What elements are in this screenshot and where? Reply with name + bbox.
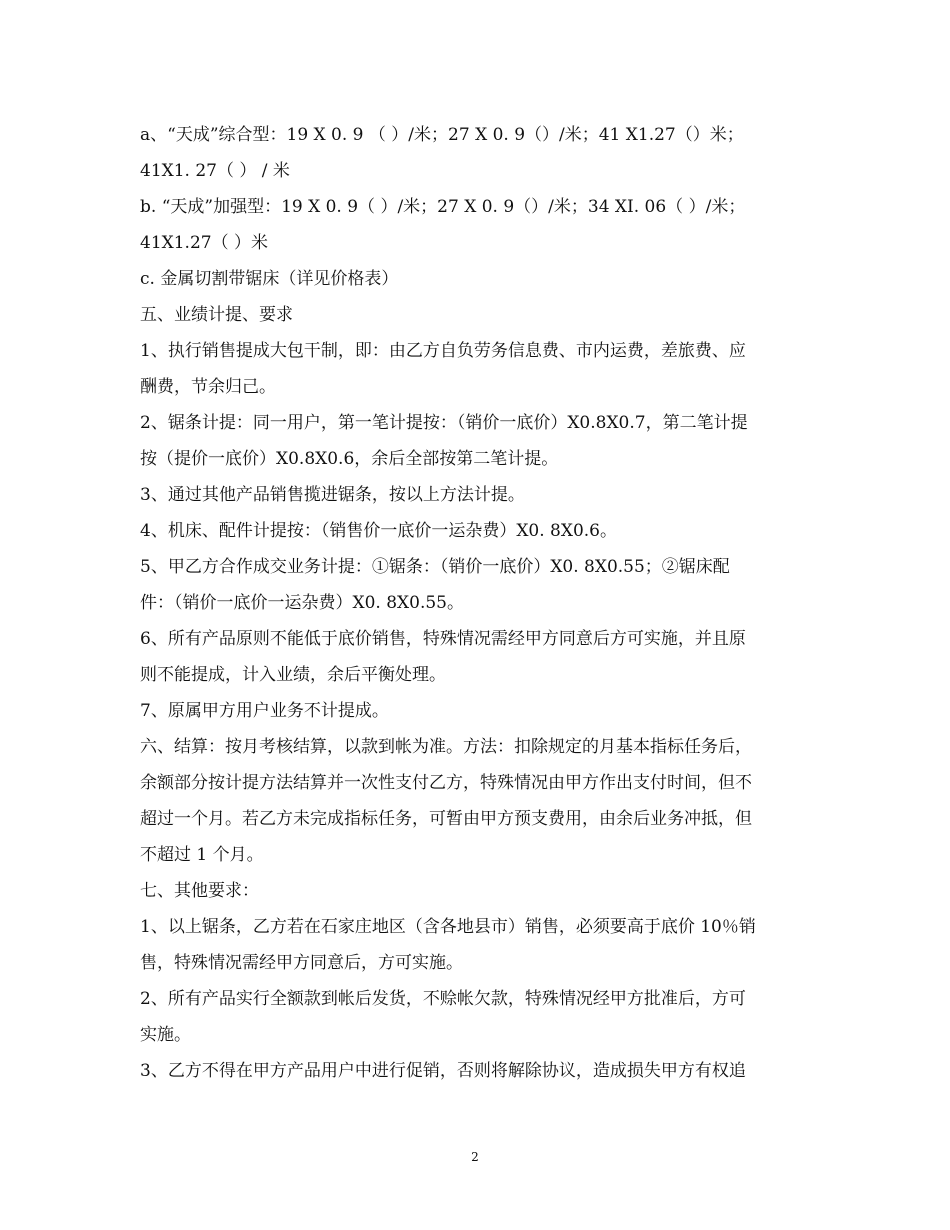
page-number: 2 [471,1150,479,1164]
document-body [140,117,805,1089]
text-line: 实施。 [140,1025,191,1045]
text-line: 3、通过其他产品销售揽进锯条，按以上方法计提。 [140,485,525,505]
text-line: 酬费，节余归己。 [140,377,276,397]
text-line: 超过一个月。若乙方未完成指标任务，可暂由甲方预支费用，由余后业务冲抵，但 [140,809,752,829]
text-line: 2、所有产品实行全额款到帐后发货，不赊帐欠款，特殊情况经甲方批准后，方可 [140,989,746,1009]
text-line: 则不能提成，计入业绩，余后平衡处理。 [140,665,446,685]
text-line: 6、所有产品原则不能低于底价销售，特殊情况需经甲方同意后方可实施，并且原 [140,629,746,649]
section-heading: 六、结算：按月考核结算，以款到帐为准。方法：扣除规定的月基本指标任务后， [140,737,752,757]
text-line: 售，特殊情况需经甲方同意后，方可实施。 [140,953,463,973]
text-line: 2、锯条计提：同一用户，第一笔计提按：（销价一底价）X0.8X0.7，第二笔计提 [140,413,748,433]
text-line: a、“天成”综合型：19 X 0. 9 （ ）/米；27 X 0. 9（）/米；41 X1.27（）米； [140,125,744,145]
text-line: 7、原属甲方用户业务不计提成。 [140,701,389,721]
text-line: 件：（销价一底价一运杂费）X0. 8X0.55。 [140,593,464,613]
text-line: 不超过 1 个月。 [140,845,264,865]
text-line: 按（提价一底价）X0.8X0.6，余后全部按第二笔计提。 [140,449,559,469]
text-line: 1、执行销售提成大包干制，即：由乙方自负劳务信息费、市内运费，差旅费、应 [140,341,746,361]
section-heading: 七、其他要求： [140,881,259,901]
text-line: b. “天成”加强型：19 X 0. 9（ ）/米；27 X 0. 9（）/米；34 XI. 06（ ）/米； [140,197,746,217]
text-line: 4、机床、配件计提按：（销售价一底价一运杂费）X0. 8X0.6。 [140,521,617,541]
text-line: 41X1. 27（ ） / 米 [140,161,290,181]
text-line: 5、甲乙方合作成交业务计提：①锯条：（销价一底价）X0. 8X0.55；②锯床配 [140,557,730,577]
text-line: c. 金属切割带锯床（详见价格表） [140,269,399,289]
text-line: 余额部分按计提方法结算并一次性支付乙方，特殊情况由甲方作出支付时间，但不 [140,773,752,793]
text-line: 1、以上锯条，乙方若在石家庄地区（含各地县市）销售，必须要高于底价 10％销 [140,917,756,937]
text-line: 3、乙方不得在甲方产品用户中进行促销，否则将解除协议，造成损失甲方有权追 [140,1061,746,1081]
section-heading: 五、业绩计提、要求 [140,305,293,325]
text-line: 41X1.27（ ）米 [140,233,268,253]
